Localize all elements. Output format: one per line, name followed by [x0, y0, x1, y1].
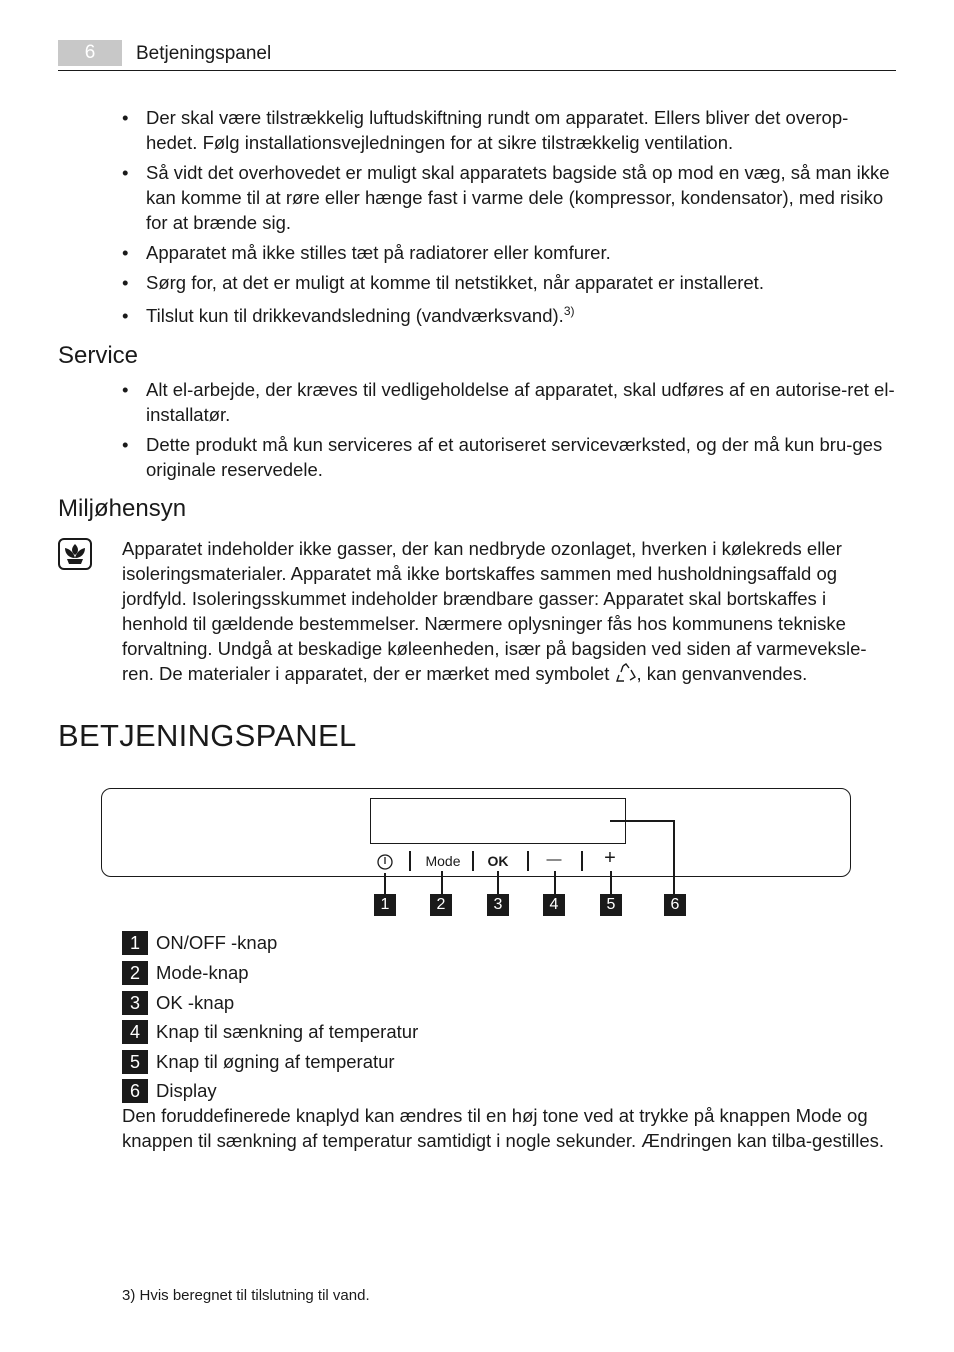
- page-number: 6: [58, 40, 122, 66]
- list-item: • Tilslut kun til drikkevandsledning (vandværksvand).$^{3)}$: [122, 304, 575, 326]
- callout-4: 4: [543, 894, 565, 916]
- service-bullet-list: [122, 377, 897, 487]
- callout-3: 3: [487, 894, 509, 916]
- power-icon[interactable]: [375, 852, 395, 872]
- callout-leader: [554, 871, 556, 894]
- callout-leader: [497, 871, 499, 894]
- recycle-icon: [615, 663, 637, 683]
- callout-6: 6: [664, 894, 686, 916]
- button-separator: [527, 851, 529, 871]
- environment-paragraph: Apparatet indeholder ikke gasser, der kan nedbryde ozonlaget, hverken i kølekreds eller isoleringsmaterialer. Apparatet må ikke bortskaffes sammen med husholdningsaffald og jordfyld. Isoleringsskummet indeholder brændbare gasser: Apparatet skal bortskaffes i henhold til gældende bestemmelser. Nærmere oplysninger fås hos kommunens tekniske forvaltning. Undgå at beskadige køleenheden, især på bagsiden ved siden af varmeveksle-ren. De materialer i apparatet, der er mærket med symbolet , kan genvanvendes.: [122, 538, 867, 684]
- button-separator: [581, 851, 583, 871]
- running-header-title: Betjeningspanel: [136, 43, 272, 64]
- list-item: • Dette produkt må kun serviceres af et autoriseret serviceværksted, og der må kun bru-ges originale reservedele.: [122, 434, 883, 480]
- list-item: • Sørg for, at det er muligt at komme til netstikket, når apparatet er installeret.: [122, 272, 764, 293]
- list-item: • Så vidt det overhovedet er muligt skal apparatets bagside stå op mod en væg, så man ikke kan komme til at røre eller hænge fast i varme dele (kompressor, kondensator), med risiko for at brænde sig.: [122, 162, 890, 233]
- callout-leader: [384, 873, 386, 894]
- list-item: • Alt el-arbejde, der kræves til vedligeholdelse af apparatet, skal udføres af en autorise-ret el-installatør.: [122, 379, 895, 425]
- header-divider: [58, 70, 896, 71]
- callout-1: 1: [374, 894, 396, 916]
- installation-bullet-list: [122, 105, 897, 333]
- callout-leader: [610, 820, 675, 822]
- eco-flower-icon: [58, 538, 92, 570]
- button-separator: [409, 851, 411, 871]
- footnote: 3) Hvis beregnet til tilslutning til vand.: [122, 1287, 370, 1304]
- environment-heading: Miljøhensyn: [58, 495, 187, 522]
- callout-leader: [610, 871, 612, 894]
- mode-button[interactable]: Mode: [425, 853, 461, 869]
- list-item: • Apparatet må ikke stilles tæt på radiatorer eller komfurer.: [122, 242, 611, 263]
- temperature-up-button[interactable]: +: [604, 847, 616, 869]
- button-separator: [472, 851, 474, 871]
- callout-leader: [441, 871, 443, 894]
- control-panel-note: Den foruddefinerede knaplyd kan ændres til en høj tone ved at trykke på knappen Mode og knappen til sænkning af temperatur samtidigt i nogle sekunder. Ændringen kan tilba-gestilles.: [122, 1105, 885, 1151]
- page-title: BETJENINGSPANEL: [58, 718, 357, 753]
- callout-2: 2: [430, 894, 452, 916]
- ok-button[interactable]: OK: [487, 853, 509, 869]
- callout-5: 5: [600, 894, 622, 916]
- display-window: [370, 798, 626, 844]
- service-heading: Service: [58, 342, 139, 369]
- callout-leader: [673, 820, 675, 894]
- temperature-down-button[interactable]: —: [546, 851, 562, 868]
- footnote-reference: 3): [563, 304, 575, 318]
- list-item: • Der skal være tilstrækkelig luftudskiftning rundt om apparatet. Ellers bliver det overop-hedet. Følg installationsvejledningen for at sikre tilstrækkelig ventilation.: [122, 107, 849, 153]
